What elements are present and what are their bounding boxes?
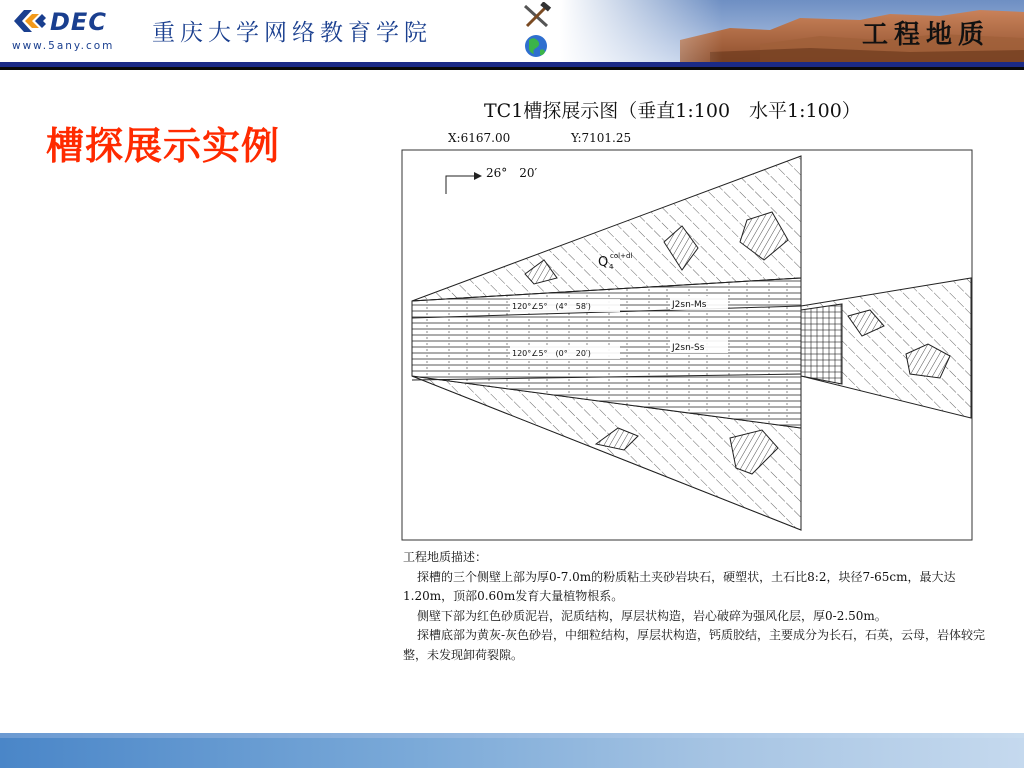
label-j-lower: J2sn-Ss: [672, 343, 705, 353]
slide-title: 槽探展示实例: [46, 124, 281, 168]
geology-description: [403, 548, 993, 665]
trench-diagram: [400, 148, 974, 542]
logo-url: www.5any.com: [12, 40, 115, 52]
logo-text: DEC: [50, 8, 107, 36]
coordinate-x: X:6167.00: [448, 131, 511, 145]
label-quaternary: Q: [598, 255, 609, 270]
svg-text:col+dl: col+dl: [610, 252, 633, 260]
tools-globe-icon: [519, 2, 555, 62]
label-j-upper: J2sn-Ms: [672, 300, 707, 310]
logo-chevron-icon: [12, 6, 48, 36]
description-heading: 工程地质描述：: [403, 550, 488, 564]
course-name: 工程地质: [861, 20, 990, 50]
dec-logo: [12, 6, 137, 58]
figure-title: TC1槽探展示图（垂直1:100 水平1:100）: [484, 100, 861, 122]
svg-text:4: 4: [609, 263, 614, 271]
description-paragraph-3: 探槽底部为黄灰-灰色砂岩，中细粒结构，厚层状构造，钙质胶结，主要成分为长石，石英，云母，岩体较完整，未发现卸荷裂隙。: [403, 628, 986, 662]
coordinate-y: Y:7101.25: [571, 131, 632, 145]
attitude-lower: 120°∠5° (0° 20′): [512, 349, 591, 358]
footer-bar: [0, 733, 1024, 768]
header-banner: [0, 0, 1024, 70]
school-name: 重庆大学网络教育学院: [152, 20, 432, 46]
header-rule-black: [0, 67, 1024, 70]
orientation-label: 26° 20′: [486, 166, 538, 180]
description-paragraph-1: 探槽的三个侧壁上部为厚0-7.0m的粉质粘土夹砂岩块石，硬塑状，土石比8:2，块径7-65cm，最大达1.20m，顶部0.60m发育大量植物根系。: [403, 569, 956, 603]
end-wall-mudstone: [801, 304, 842, 384]
attitude-upper: 120°∠5° (4° 58′): [512, 302, 591, 311]
footer-highlight: [0, 733, 1024, 738]
description-paragraph-2: 侧壁下部为红色砂质泥岩，泥质结构，厚层状构造，岩心破碎为强风化层，厚0-2.50m。: [417, 608, 887, 623]
